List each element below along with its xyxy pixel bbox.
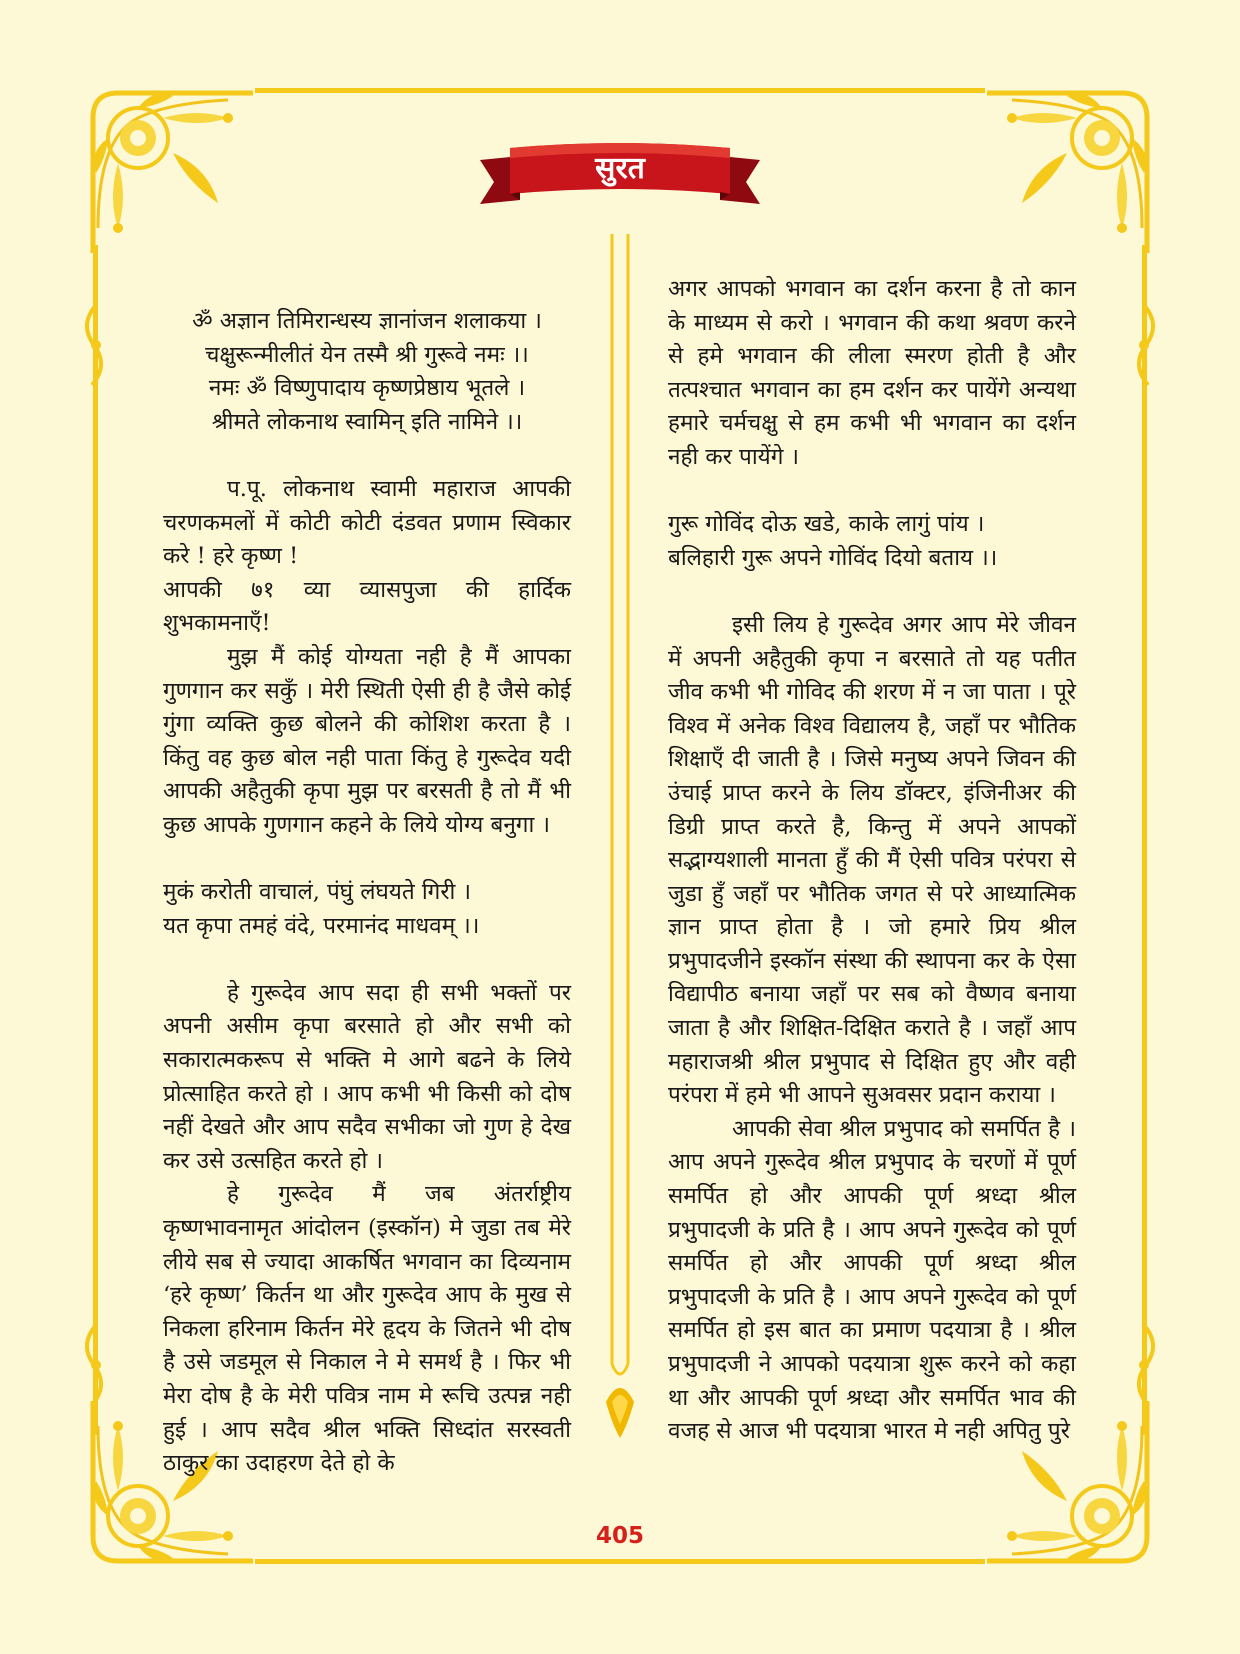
verse-line: मुकं करोती वाचालं, पंघुं लंघयते गिरी । bbox=[163, 879, 472, 906]
paragraph-first-line: हे गुरूदेव मैं जब अंतर्राष्ट्रीय bbox=[227, 1181, 571, 1208]
frame-right-line bbox=[1142, 245, 1147, 1435]
paragraph-body: हे गुरूदेव आप सदा ही सभी भक्तों पर अपनी असीम कृपा बरसाते हो और सभी को सकारात्मकरूप से भक्ति मे आगे बढने के लिये प्रोत्साहित करते हो । आप कभी भी किसी को दोष नहीं देखते और आप सदैव सभीका जो गुण हे देख कर उसे उत्सहित करते हो । bbox=[163, 979, 571, 1174]
corner-ornament-top-right bbox=[982, 78, 1162, 258]
corner-ornament-top-left bbox=[78, 78, 258, 258]
paragraph-body: कृष्णभावनामृत आंदोलन (इस्कॉन) मे जुडा तब मेरे लीये सब से ज्यादा आकर्षित भगवान का दिव्यनाम ‘हरे कृष्ण’ किर्तन था और गुरूदेव आप के मुख से निकला हरिनाम किर्तन मेरे हृदय के जितने भी दोष है उसे जडमूल से निकाल ने मे समर्थ है । फिर भी मेरा दोष है के मेरी पवित्र नाम मे रूचि उत्पन्न नही हुई । आप सदैव श्रील भक्ति सिध्दांत सरस्वती ठाकुर का उदाहरण देते हो के bbox=[163, 1215, 571, 1477]
left-column bbox=[163, 305, 571, 1481]
page-number: 405 bbox=[595, 1523, 644, 1549]
paragraph-body: अगर आपको भगवान का दर्शन करना है तो कान के माध्यम से करो । भगवान की कथा श्रवण करने से हमे भगवान की लीला स्मरण होती है और तत्पश्चात भगवान का हम दर्शन कर पायेंगे अन्यथा हमारे चर्मचक्षु से हम कभी भी भगवान का दर्शन नही कर पायेंगे । bbox=[668, 276, 1076, 470]
paragraph-greetings: आपकी ७१ व्या व्यासपुजा की हार्दिक शुभकामनाएँ! bbox=[163, 576, 571, 637]
paragraph-body: मुझ मैं कोई योग्यता नही है मैं आपका गुणगान कर सकुँ । मेरी स्थिती ऐसी ही है जैसे कोई गुंगा व्यक्ति कुछ बोलने की कोशिश करता है । किंतु वह कुछ बोल नही पाता किंतु हे गुरूदेव यदी आपकी अहैतुकी कृपा मुझ पर बरसती है तो मैं भी कुछ आपके गुणगान कहने के लिये योग्य बनुगा । bbox=[163, 643, 571, 838]
frame-left-line bbox=[93, 245, 98, 1435]
hindi-couplet bbox=[163, 876, 571, 943]
verse-line: ॐ अज्ञान तिमिरान्धस्य ज्ञानांजन शलाकया । bbox=[192, 308, 542, 334]
paragraph-body: आपकी सेवा श्रील प्रभुपाद को समर्पित है । आप अपने गुरूदेव श्रील प्रभुपाद के चरणों में पूर्ण समर्पित हो और आपकी पूर्ण श्रध्दा श्रील प्रभुपादजी के प्रति है । आप अपने गुरूदेव को पूर्ण समर्पित हो और आपकी पूर्ण श्रध्दा श्रील प्रभुपादजी के प्रति है । आप अपने गुरूदेव को पूर्ण समर्पित हो इस बात का प्रमाण पदयात्रा है । श्रील प्रभुपादजी ने आपको पदयात्रा शुरू करने को कहा था और आपकी पूर्ण श्रध्दा और समर्पित भाव की वजह से आज भी पदयात्रा भारत मे नही अपितु पुरे bbox=[668, 1115, 1076, 1445]
verse-line: नमः ॐ विष्णुपादाय कृष्णप्रेष्ठाय भूतले । bbox=[208, 375, 526, 402]
paragraph-body: इसी लिय हे गुरूदेव अगर आप मेरे जीवन में अपनी अहैतुकी कृपा न बरसाते तो यह पतीत जीव कभी भी गोविद की शरण में न जा पाता । पूरे विश्व में अनेक विश्व विद्यालय है, जहाँ पर भौतिक शिक्षाएँ दी जाती है । जिसे मनुष्य अपने जिवन की उंचाई प्राप्त करने के लिय डॉक्टर, इंजिनीअर की डिग्री प्राप्त करते है, किन्तु में अपने आपकों सद्भाग्यशाली मानता हुँ की मैं ऐसी पवित्र परंपरा से जुडा हुँ जहाँ पर भौतिक जगत से परे आध्यात्मिक ज्ञान प्राप्त होता है । जो हमारे प्रिय श्रील प्रभुपादजीने इस्कॉन संस्था की स्थापना कर के ऐसा विद्यापीठ बनाया जहाँ पर सब को वैष्णव बनाया जाता है और शिक्षित-दिक्षित कराते है । जहाँ आप महाराजश्री श्रील प्रभुपाद से दिक्षित हुए और वही परंपरा में हमे भी आपने सुअवसर प्रदान कराया । bbox=[668, 611, 1076, 1109]
paragraph-salutation: प.पू. लोकनाथ स्वामी महाराज आपकी चरणकमलों में कोटी कोटी दंडवत प्रणाम स्विकार करे ! हरे कृष्ण ! bbox=[163, 475, 571, 570]
sanskrit-verse bbox=[163, 305, 571, 439]
frame-bottom-line bbox=[255, 1559, 985, 1564]
verse-line: गुरू गोविंद दोऊ खडे, काके लागुं पांय । bbox=[668, 511, 985, 538]
side-flourish-left-bottom bbox=[74, 1320, 114, 1410]
right-column bbox=[668, 273, 1076, 1449]
side-flourish-left-top bbox=[74, 300, 114, 390]
frame-top-line bbox=[255, 88, 985, 93]
side-flourish-right-top bbox=[1126, 300, 1166, 390]
verse-line: यत कृपा तमहं वंदे, परमानंद माधवम् ।। bbox=[163, 912, 480, 939]
page-title: सुरत bbox=[595, 151, 645, 186]
hindi-couplet bbox=[668, 508, 1076, 575]
verse-line: बलिहारी गुरू अपने गोविंद दियो बताय ।। bbox=[668, 544, 998, 571]
verse-line: श्रीमते लोकनाथ स्वामिन् इति नामिने ।। bbox=[211, 408, 523, 435]
column-divider bbox=[600, 234, 640, 1454]
side-flourish-right-bottom bbox=[1126, 1320, 1166, 1410]
verse-line: चक्षुरून्मीलीतं येन तस्मै श्री गुरूवे नमः ।। bbox=[205, 341, 529, 368]
